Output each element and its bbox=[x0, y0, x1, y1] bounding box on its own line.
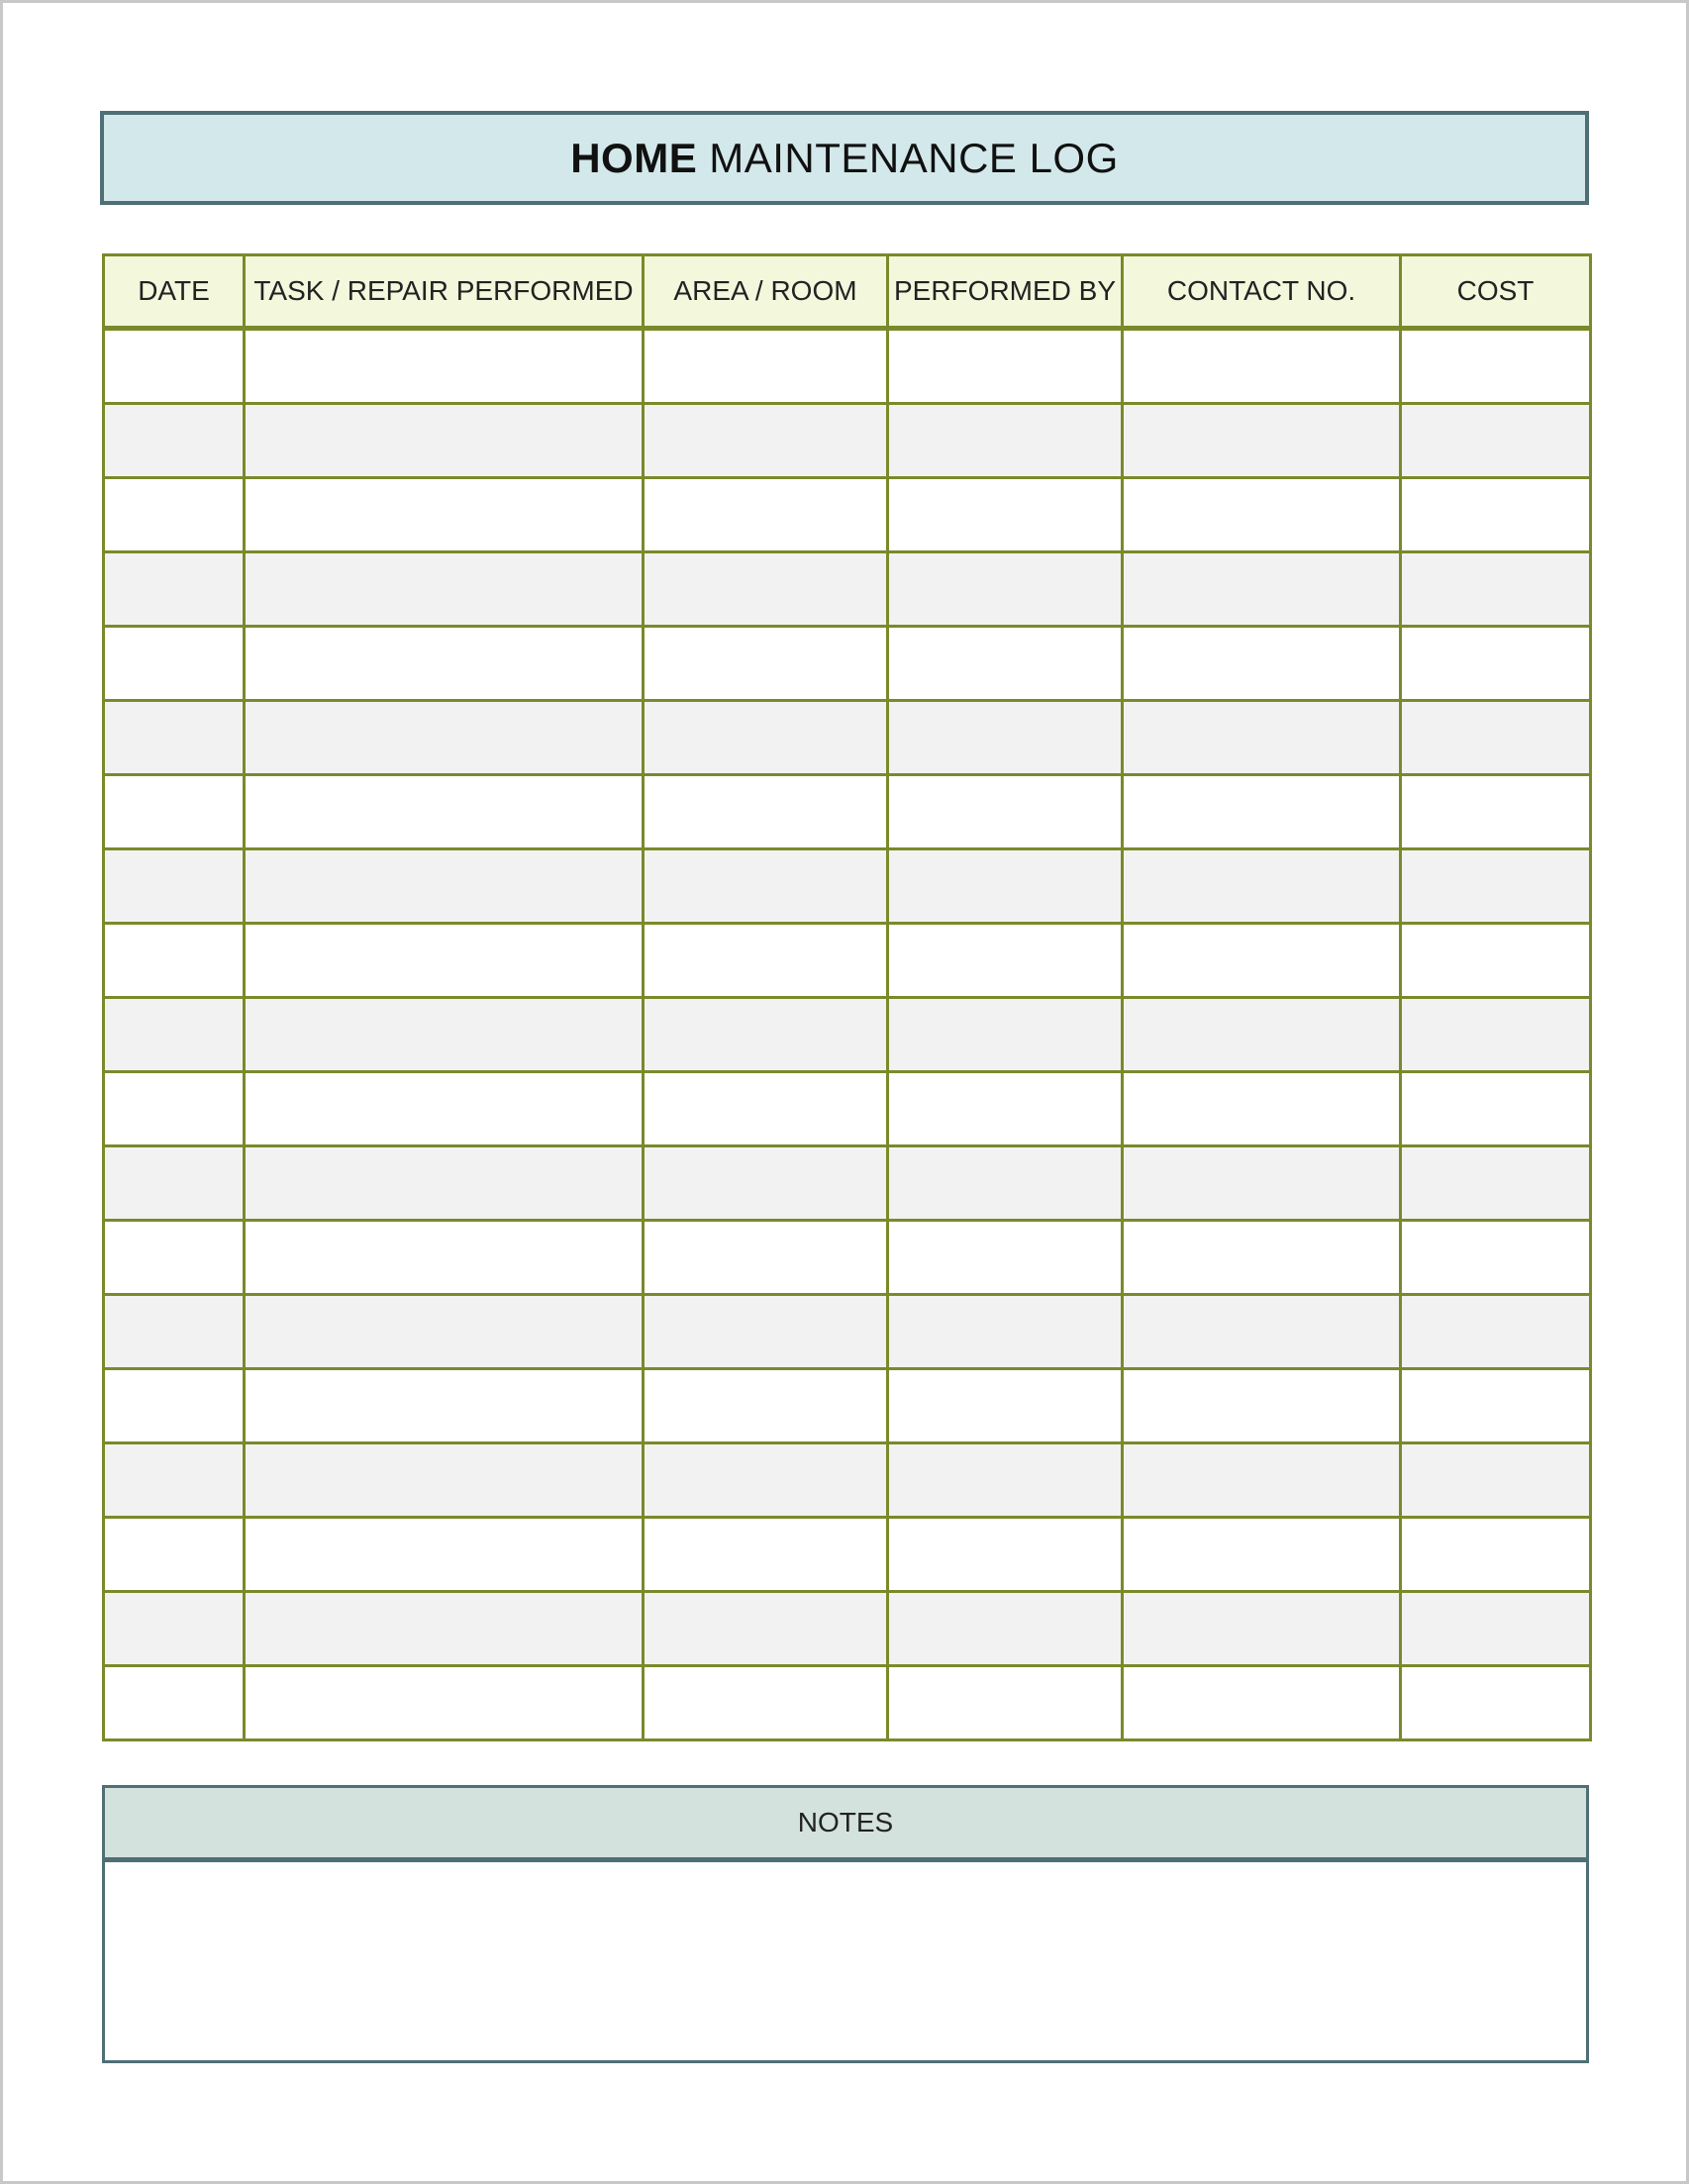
cell-area[interactable] bbox=[644, 701, 888, 775]
cell-task[interactable] bbox=[245, 701, 644, 775]
cell-date[interactable] bbox=[104, 1295, 245, 1369]
cell-contact[interactable] bbox=[1123, 1221, 1401, 1295]
cell-cost[interactable] bbox=[1401, 1518, 1591, 1592]
cell-performed-by[interactable] bbox=[888, 627, 1123, 701]
cell-cost[interactable] bbox=[1401, 1072, 1591, 1146]
page-title bbox=[100, 111, 1589, 205]
cell-task[interactable] bbox=[245, 329, 644, 404]
cell-date[interactable] bbox=[104, 998, 245, 1072]
cell-cost[interactable] bbox=[1401, 329, 1591, 404]
table-row bbox=[104, 1592, 1591, 1666]
cell-area[interactable] bbox=[644, 998, 888, 1072]
table-row bbox=[104, 701, 1591, 775]
cell-performed-by[interactable] bbox=[888, 1592, 1123, 1666]
column-header-date: DATE bbox=[104, 255, 245, 329]
cell-task[interactable] bbox=[245, 404, 644, 478]
cell-date[interactable] bbox=[104, 1221, 245, 1295]
table-header-row bbox=[104, 255, 1591, 329]
cell-date[interactable] bbox=[104, 701, 245, 775]
cell-performed-by[interactable] bbox=[888, 478, 1123, 552]
cell-task[interactable] bbox=[245, 552, 644, 627]
cell-date[interactable] bbox=[104, 1443, 245, 1518]
cell-performed-by[interactable] bbox=[888, 1369, 1123, 1443]
table-row bbox=[104, 849, 1591, 924]
cell-cost[interactable] bbox=[1401, 924, 1591, 998]
cell-task[interactable] bbox=[245, 1518, 644, 1592]
table-body bbox=[104, 329, 1591, 1740]
cell-cost[interactable] bbox=[1401, 849, 1591, 924]
cell-cost[interactable] bbox=[1401, 1146, 1591, 1221]
cell-date[interactable] bbox=[104, 627, 245, 701]
cell-cost[interactable] bbox=[1401, 775, 1591, 849]
cell-date[interactable] bbox=[104, 329, 245, 404]
cell-date[interactable] bbox=[104, 1146, 245, 1221]
cell-area[interactable] bbox=[644, 1295, 888, 1369]
notes-field[interactable] bbox=[105, 1862, 1586, 2060]
cell-contact[interactable] bbox=[1123, 1072, 1401, 1146]
cell-performed-by[interactable] bbox=[888, 404, 1123, 478]
cell-contact[interactable] bbox=[1123, 998, 1401, 1072]
cell-date[interactable] bbox=[104, 478, 245, 552]
cell-contact[interactable] bbox=[1123, 924, 1401, 998]
cell-contact[interactable] bbox=[1123, 1518, 1401, 1592]
table-row bbox=[104, 404, 1591, 478]
cell-date[interactable] bbox=[104, 1518, 245, 1592]
cell-cost[interactable] bbox=[1401, 1666, 1591, 1740]
cell-task[interactable] bbox=[245, 1295, 644, 1369]
table-row bbox=[104, 1221, 1591, 1295]
cell-task[interactable] bbox=[245, 1072, 644, 1146]
table-row bbox=[104, 1666, 1591, 1740]
cell-contact[interactable] bbox=[1123, 1592, 1401, 1666]
table-row bbox=[104, 924, 1591, 998]
cell-area[interactable] bbox=[644, 1443, 888, 1518]
table-row bbox=[104, 775, 1591, 849]
cell-performed-by[interactable] bbox=[888, 1146, 1123, 1221]
cell-area[interactable] bbox=[644, 1369, 888, 1443]
cell-cost[interactable] bbox=[1401, 478, 1591, 552]
cell-performed-by[interactable] bbox=[888, 1072, 1123, 1146]
cell-performed-by[interactable] bbox=[888, 701, 1123, 775]
cell-date[interactable] bbox=[104, 552, 245, 627]
cell-cost[interactable] bbox=[1401, 1369, 1591, 1443]
table-row bbox=[104, 1072, 1591, 1146]
cell-performed-by[interactable] bbox=[888, 775, 1123, 849]
table-row bbox=[104, 1443, 1591, 1518]
column-header-area: AREA / ROOM bbox=[644, 255, 888, 329]
cell-area[interactable] bbox=[644, 478, 888, 552]
cell-area[interactable] bbox=[644, 775, 888, 849]
cell-cost[interactable] bbox=[1401, 1592, 1591, 1666]
cell-contact[interactable] bbox=[1123, 849, 1401, 924]
table-row bbox=[104, 1295, 1591, 1369]
column-header-task: TASK / REPAIR PERFORMED bbox=[245, 255, 644, 329]
column-header-performed-by: PERFORMED BY bbox=[888, 255, 1123, 329]
table-row bbox=[104, 1369, 1591, 1443]
cell-performed-by[interactable] bbox=[888, 1443, 1123, 1518]
cell-task[interactable] bbox=[245, 849, 644, 924]
cell-date[interactable] bbox=[104, 404, 245, 478]
cell-performed-by[interactable] bbox=[888, 1295, 1123, 1369]
cell-area[interactable] bbox=[644, 1146, 888, 1221]
table-row bbox=[104, 998, 1591, 1072]
cell-area[interactable] bbox=[644, 404, 888, 478]
cell-task[interactable] bbox=[245, 1146, 644, 1221]
table-row bbox=[104, 627, 1591, 701]
cell-area[interactable] bbox=[644, 849, 888, 924]
cell-cost[interactable] bbox=[1401, 1295, 1591, 1369]
table-row bbox=[104, 1518, 1591, 1592]
cell-task[interactable] bbox=[245, 1369, 644, 1443]
cell-date[interactable] bbox=[104, 1072, 245, 1146]
cell-contact[interactable] bbox=[1123, 1666, 1401, 1740]
cell-performed-by[interactable] bbox=[888, 329, 1123, 404]
cell-task[interactable] bbox=[245, 1221, 644, 1295]
cell-performed-by[interactable] bbox=[888, 1221, 1123, 1295]
maintenance-log-table bbox=[102, 253, 1592, 1741]
table-row bbox=[104, 329, 1591, 404]
cell-performed-by[interactable] bbox=[888, 1518, 1123, 1592]
cell-task[interactable] bbox=[245, 627, 644, 701]
cell-contact[interactable] bbox=[1123, 1295, 1401, 1369]
cell-performed-by[interactable] bbox=[888, 924, 1123, 998]
cell-task[interactable] bbox=[245, 478, 644, 552]
cell-task[interactable] bbox=[245, 924, 644, 998]
cell-contact[interactable] bbox=[1123, 329, 1401, 404]
title-regular: MAINTENANCE LOG bbox=[709, 134, 1119, 181]
cell-contact[interactable] bbox=[1123, 1443, 1401, 1518]
cell-cost[interactable] bbox=[1401, 1443, 1591, 1518]
cell-area[interactable] bbox=[644, 552, 888, 627]
cell-date[interactable] bbox=[104, 924, 245, 998]
cell-performed-by[interactable] bbox=[888, 998, 1123, 1072]
cell-area[interactable] bbox=[644, 627, 888, 701]
cell-performed-by[interactable] bbox=[888, 849, 1123, 924]
cell-area[interactable] bbox=[644, 329, 888, 404]
cell-performed-by[interactable] bbox=[888, 552, 1123, 627]
cell-contact[interactable] bbox=[1123, 775, 1401, 849]
cell-cost[interactable] bbox=[1401, 1221, 1591, 1295]
cell-performed-by[interactable] bbox=[888, 1666, 1123, 1740]
cell-task[interactable] bbox=[245, 1666, 644, 1740]
table-row bbox=[104, 552, 1591, 627]
cell-task[interactable] bbox=[245, 998, 644, 1072]
cell-area[interactable] bbox=[644, 1518, 888, 1592]
cell-cost[interactable] bbox=[1401, 404, 1591, 478]
notes-section bbox=[102, 1785, 1589, 2063]
cell-task[interactable] bbox=[245, 775, 644, 849]
cell-contact[interactable] bbox=[1123, 1369, 1401, 1443]
table-row bbox=[104, 478, 1591, 552]
cell-contact[interactable] bbox=[1123, 627, 1401, 701]
cell-area[interactable] bbox=[644, 924, 888, 998]
cell-contact[interactable] bbox=[1123, 404, 1401, 478]
cell-date[interactable] bbox=[104, 1666, 245, 1740]
cell-contact[interactable] bbox=[1123, 1146, 1401, 1221]
cell-task[interactable] bbox=[245, 1443, 644, 1518]
cell-area[interactable] bbox=[644, 1666, 888, 1740]
title-bold: HOME bbox=[570, 134, 698, 181]
cell-cost[interactable] bbox=[1401, 998, 1591, 1072]
cell-contact[interactable] bbox=[1123, 478, 1401, 552]
cell-contact[interactable] bbox=[1123, 701, 1401, 775]
cell-cost[interactable] bbox=[1401, 627, 1591, 701]
column-header-contact: CONTACT NO. bbox=[1123, 255, 1401, 329]
cell-contact[interactable] bbox=[1123, 552, 1401, 627]
table-row bbox=[104, 1146, 1591, 1221]
cell-cost[interactable] bbox=[1401, 552, 1591, 627]
cell-task[interactable] bbox=[245, 1592, 644, 1666]
cell-date[interactable] bbox=[104, 849, 245, 924]
cell-date[interactable] bbox=[104, 1592, 245, 1666]
cell-cost[interactable] bbox=[1401, 701, 1591, 775]
cell-area[interactable] bbox=[644, 1221, 888, 1295]
notes-header: NOTES bbox=[105, 1788, 1586, 1862]
cell-date[interactable] bbox=[104, 1369, 245, 1443]
cell-area[interactable] bbox=[644, 1072, 888, 1146]
column-header-cost: COST bbox=[1401, 255, 1591, 329]
cell-date[interactable] bbox=[104, 775, 245, 849]
cell-area[interactable] bbox=[644, 1592, 888, 1666]
